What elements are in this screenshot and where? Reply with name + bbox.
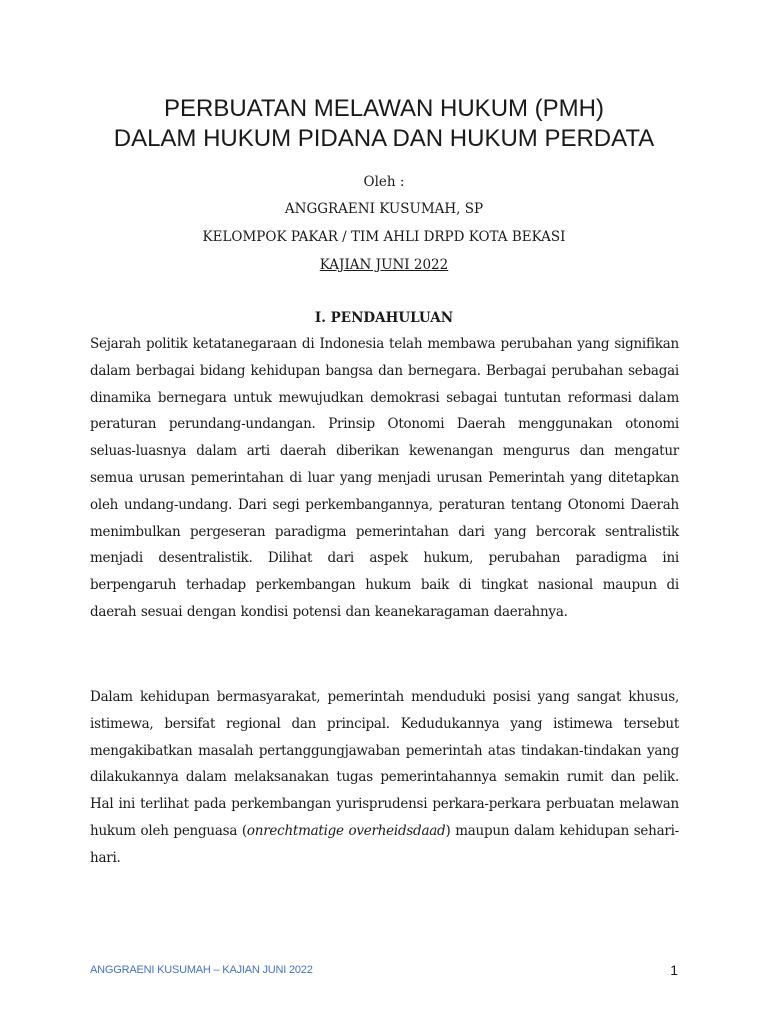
paragraph-2-term: onrechtmatige overheidsdaad — [246, 822, 446, 839]
author-group: KELOMPOK PAKAR / TIM AHLI DRPD KOTA BEKASI — [202, 229, 566, 245]
page-number: 1 — [670, 962, 678, 978]
paragraph-1: Sejarah politik ketatanegaraan di Indonesia telah membawa perubahan yang signifikan dalam berbagai bidang kehidupan bangsa dan bernegara. Berbagai perubahan sebagai dinamika bernegara untuk mewujudkan demokrasi sebagai tuntutan reformasi dalam peraturan perundang-undangan. Prinsip Otonomi Daerah menggunakan otonomi seluas-luasnya dalam arti daerah diberikan kewenangan mengurus dan mengatur semua urusan pemerintahan di luar yang menjadi urusan Pemerintah yang ditetapkan oleh undang-undang. Dari segi perkembangannya, peraturan tentang Otonomi Daerah menimbulkan pergeseran paradigma pemerintahan dari yang bercorak sentralistik menjadi desentralistik. Dilihat dari aspek hukum, perubahan paradigma ini berpengaruh terhadap perkembangan hukum baik di tingkat nasional maupun di daerah sesuai dengan kondisi potensi dan keanekaragaman daerahnya. — [90, 336, 679, 620]
page-footer — [90, 962, 680, 982]
document-title-line2: DALAM HUKUM PIDANA DAN HUKUM PERDATA — [113, 125, 655, 152]
section-heading: I. PENDAHULUAN — [314, 310, 454, 326]
document-title-line1: PERBUATAN MELAWAN HUKUM (PMH) — [163, 95, 604, 122]
paragraph-2-end: ) maupun dalam kehidupan sehari-hari. — [90, 822, 679, 866]
author-name: ANGGRAENI KUSUMAH, SP — [284, 201, 484, 217]
paragraph-2-main: Dalam kehidupan bermasyarakat, pemerintah menduduki posisi yang sangat khusus, istimewa, bersifat regional dan principal. Kedudukannya yang istimewa tersebut mengakibatkan masalah pertanggungjawaban pemerintah atas tindakan-tindakan yang dilakukannya dalam melaksanakan tugas pemerintahannya semakin rumit dan pelik. Hal ini terlihat pada perkembangan yurisprudensi perkara-perkara perbuatan melawan hukum oleh penguasa ( — [90, 689, 679, 839]
by-label: Oleh : — [363, 174, 405, 190]
footer-text: ANGGRAENI KUSUMAH – KAJIAN JUNI 2022 — [90, 964, 313, 976]
document-date: KAJIAN JUNI 2022 — [319, 257, 449, 273]
paragraph-2 — [90, 684, 679, 872]
